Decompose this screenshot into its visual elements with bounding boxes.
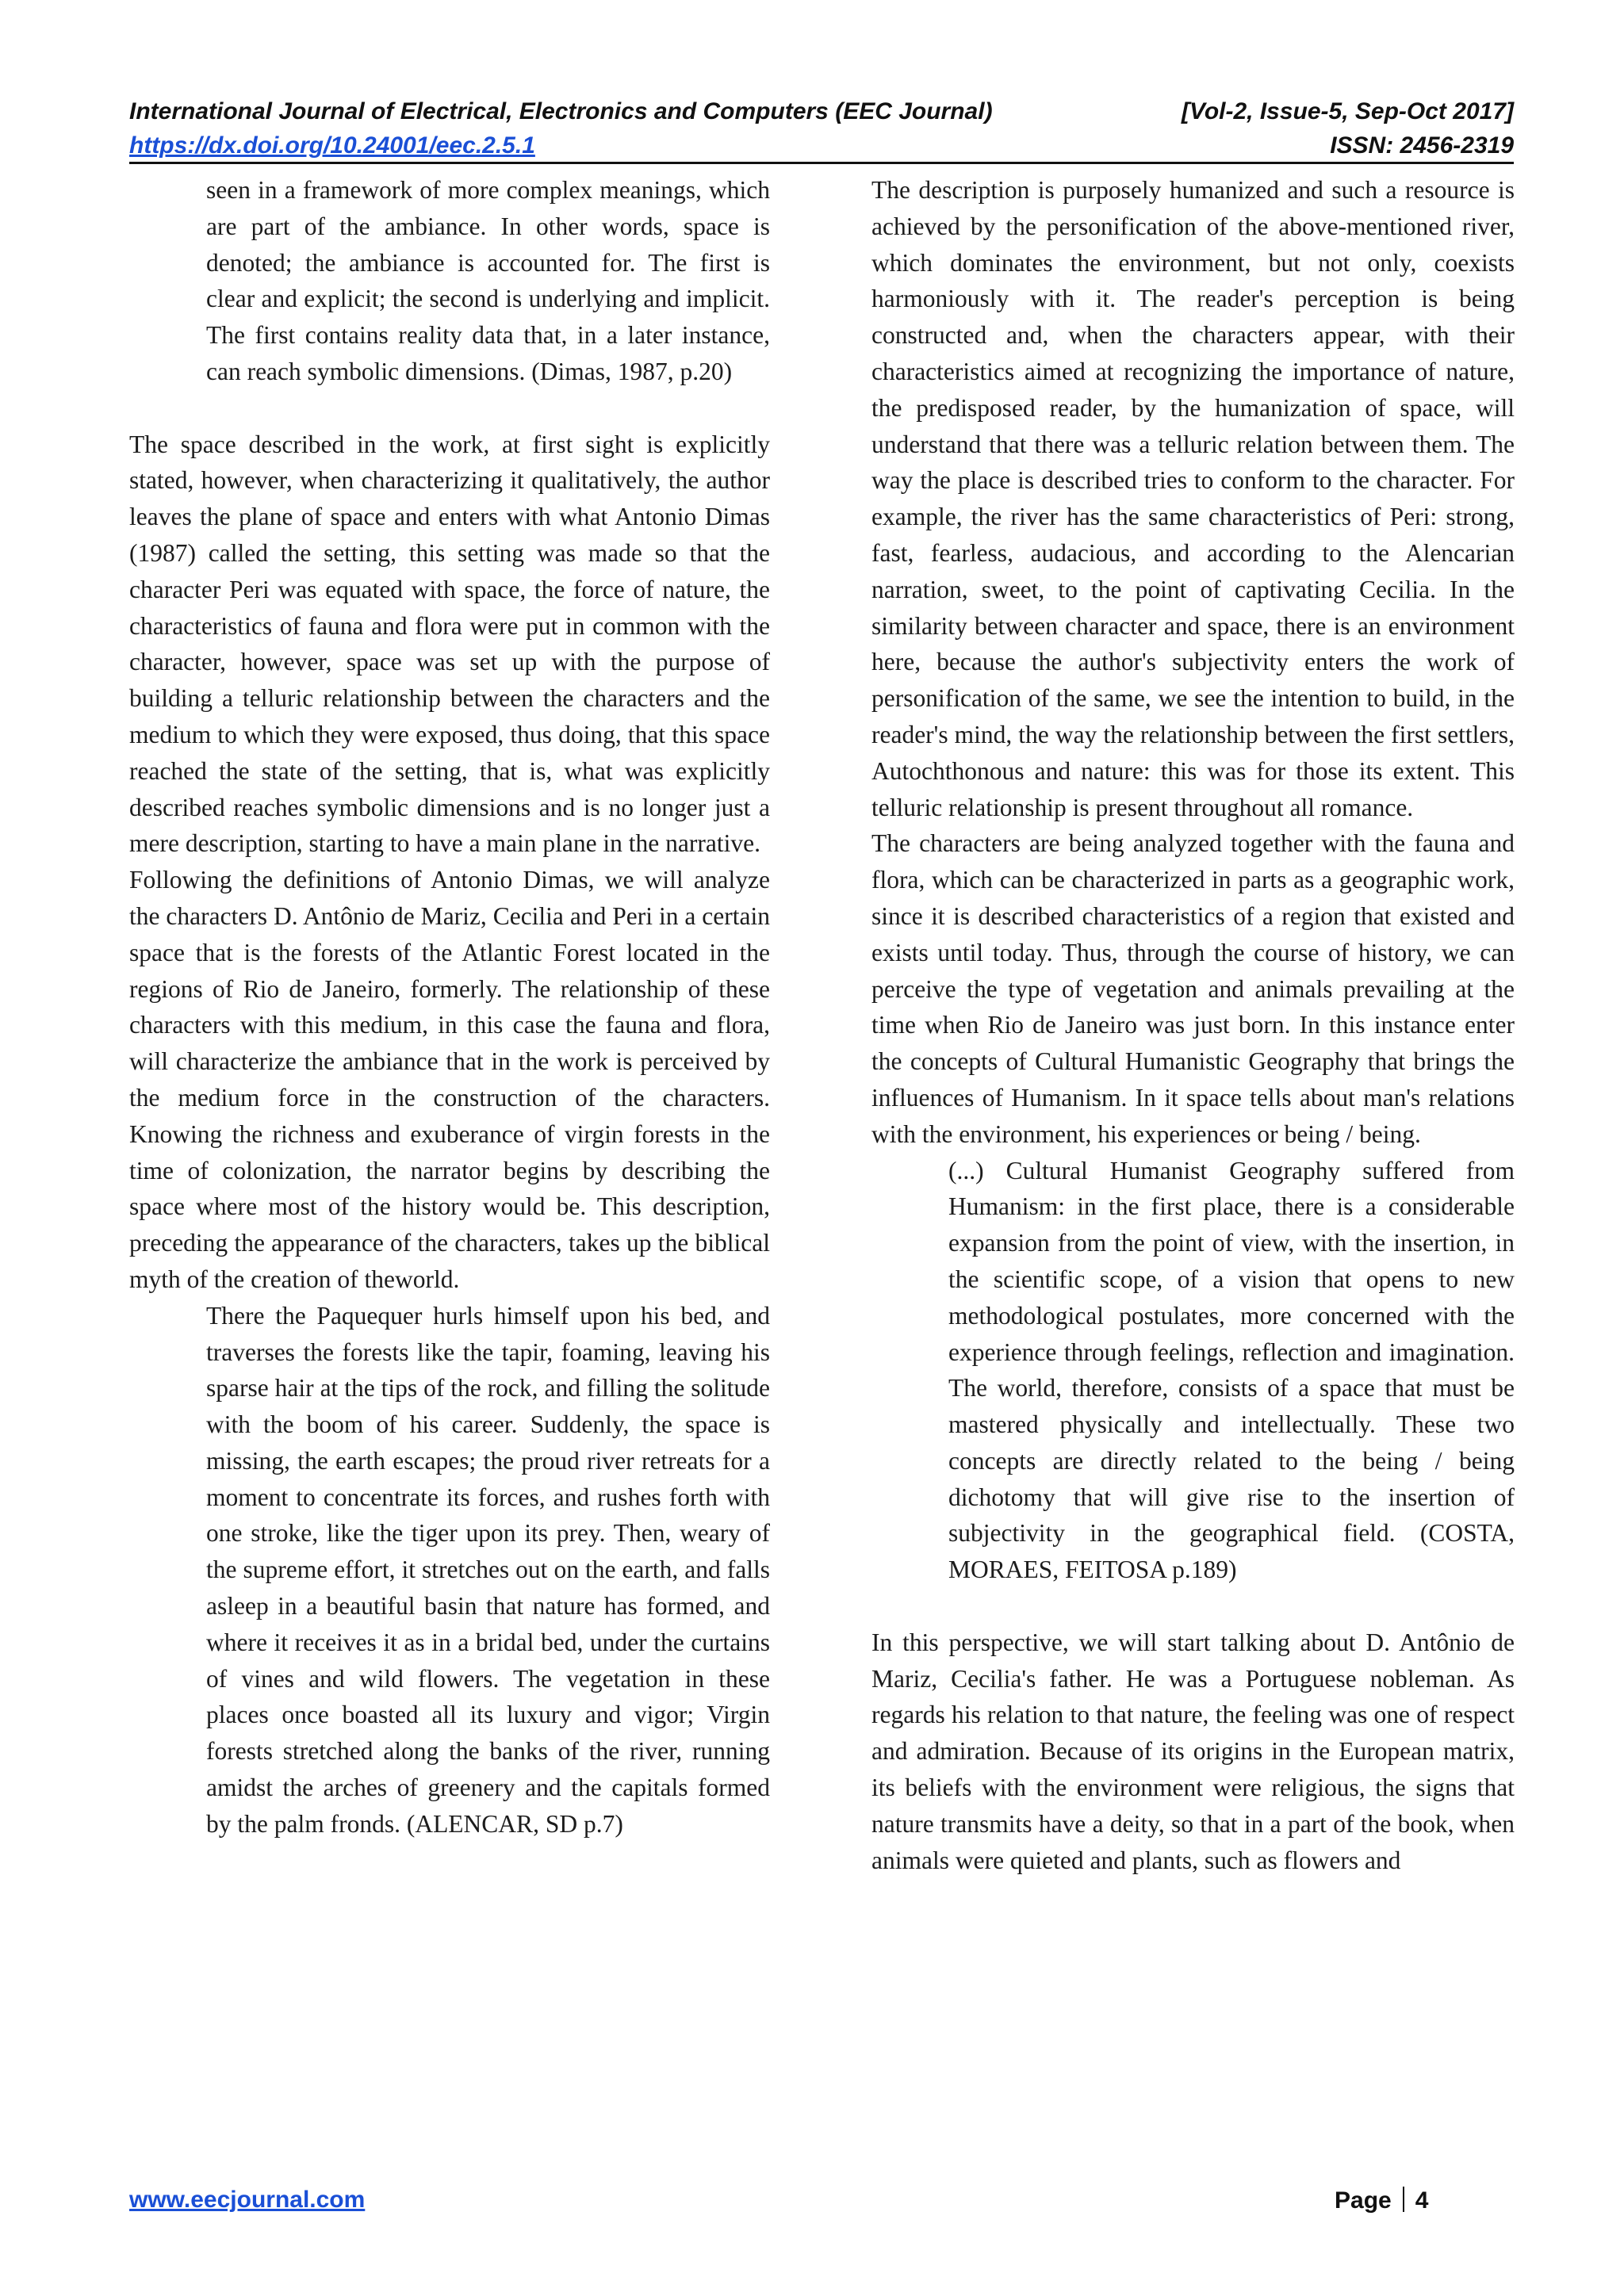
left-column — [129, 172, 770, 1843]
body-paragraph: Following the definitions of Antonio Dimas, we will analyze the characters D. Antônio de Mariz, Cecilia and Peri in a certain space that is the forests of the Atlantic Forest located in the regions of Rio de Janeiro, formerly. The relationship of these characters with this medium, in this case the fauna and flora, will characterize the ambiance that in the work is perceived by the medium force in the construction of the characters. Knowing the richness and exuberance of virgin forests in the time of colonization, the narrator begins by describing the space where most of the history would be. This description, preceding the appearance of the characters, takes up the biblical myth of the creation of theworld. — [129, 866, 770, 1293]
page-label: Page — [1335, 2187, 1392, 2214]
footer-website-link[interactable]: www.eecjournal.com — [129, 2187, 366, 2213]
page-separator — [1403, 2187, 1404, 2212]
block-quote: seen in a framework of more complex meanings, which are part of the ambiance. In other words, space is denoted; the ambiance is accounted for. The first is clear and explicit; the second is underlying and implicit. The first contains reality data that, in a later instance, can reach symbolic dimensions. (Dimas, 1987, p.20) — [206, 176, 770, 385]
header-divider — [129, 162, 1514, 164]
block-quote: (...) Cultural Humanist Geography suffered from Humanism: in the first place, there is a considerable expansion from the point of view, with the insertion, in the scientific scope, of a vision that opens to new methodological postulates, more concerned with the experience through feelings, reflection and imagination. The world, therefore, consists of a space that must be mastered physically and intellectually. These two concepts are directly related to the being / being dichotomy that will give rise to the insertion of subjectivity in the geographical field. (COSTA, MORAES, FEITOSA p.189) — [948, 1156, 1515, 1584]
page-number: 4 — [1415, 2187, 1429, 2214]
body-paragraph: The space described in the work, at first sight is explicitly stated, however, when characterizing it qualitatively, the author leaves the plane of space and enters with what Antonio Dimas (1987) called the setting, this setting was made so that the character Peri was equated with space, the force of nature, the characteristics of fauna and flora were put in common with the character, however, space was set up with the purpose of building a telluric relationship between the characters and the medium to which they were exposed, thus doing, that this space reached the state of the setting, that is, what was explicitly described reaches symbolic dimensions and is no longer just a mere description, starting to have a main plane in the narrative. — [129, 430, 770, 858]
block-quote: There the Paquequer hurls himself upon his bed, and traverses the forests like the tapir, foaming, leaving his sparse hair at the tips of the rock, and filling the solitude with the boom of his career. Suddenly, the space is missing, the earth escapes; the proud river retreats for a moment to concentrate its forces, and rushes forth with one stroke, like the tiger upon its prey. Then, weary of the supreme effort, it stretches out on the earth, and falls asleep in a beautiful basin that nature has formed, and where it receives it as in a bridal bed, under the curtains of vines and wild flowers. The vegetation in these places once boasted all its luxury and vigor; Virgin forests stretched along the banks of the river, running amidst the arches of greenery and the capitals formed by the palm fronds. (ALENCAR, SD p.7) — [206, 1301, 770, 1838]
doi-link[interactable]: https://dx.doi.org/10.24001/eec.2.5.1 — [129, 132, 535, 159]
journal-title: International Journal of Electrical, Electronics and Computers (EEC Journal) — [129, 98, 993, 124]
body-paragraph: The characters are being analyzed together with the fauna and flora, which can be characterized in parts as a geographic work, since it is described characteristics of a region that existed and exists until today. Thus, through the course of history, we can perceive the type of vegetation and animals prevailing at the time when Rio de Janeiro was just born. In this instance enter the concepts of Cultural Humanistic Geography that brings the influences of Humanism. In it space tells about man's relations with the environment, his experiences or being / being. — [871, 829, 1515, 1148]
body-paragraph: In this perspective, we will start talking about D. Antônio de Mariz, Cecilia's father. He was a Portuguese nobleman. As regards his relation to that nature, the feeling was one of respect and admiration. Because of its origins in the European matrix, its beliefs with the environment were religious, the signs that nature transmits have a deity, so that in a part of the book, when animals were quieted and plants, such as flowers and — [871, 1628, 1515, 1874]
issue-info: [Vol-2, Issue-5, Sep-Oct 2017] — [1181, 98, 1514, 124]
body-paragraph: The description is purposely humanized and such a resource is achieved by the personification of the above-mentioned river, which dominates the environment, but not only, coexists harmoniously with it. The reader's perception is being constructed and, when the characters appear, with their characteristics aimed at recognizing the importance of nature, the predisposed reader, by the humanization of space, will understand that there was a telluric relation between them. The way the place is described tries to conform to the character. For example, the river has the same characteristics of Peri: strong, fast, fearless, audacious, and according to the Alencarian narration, sweet, to the point of captivating Cecilia. In the similarity between character and space, there is an environment here, because the author's subjectivity enters the work of personification of the same, we see the intention to build, in the reader's mind, the way the relationship between the first settlers, Autochthonous and nature: this was for those its extent. This telluric relationship is present throughout all romance. — [871, 176, 1515, 821]
footer-page-number — [1335, 2187, 1428, 2214]
issn: ISSN: 2456-2319 — [1330, 132, 1514, 159]
right-column — [871, 172, 1515, 1878]
